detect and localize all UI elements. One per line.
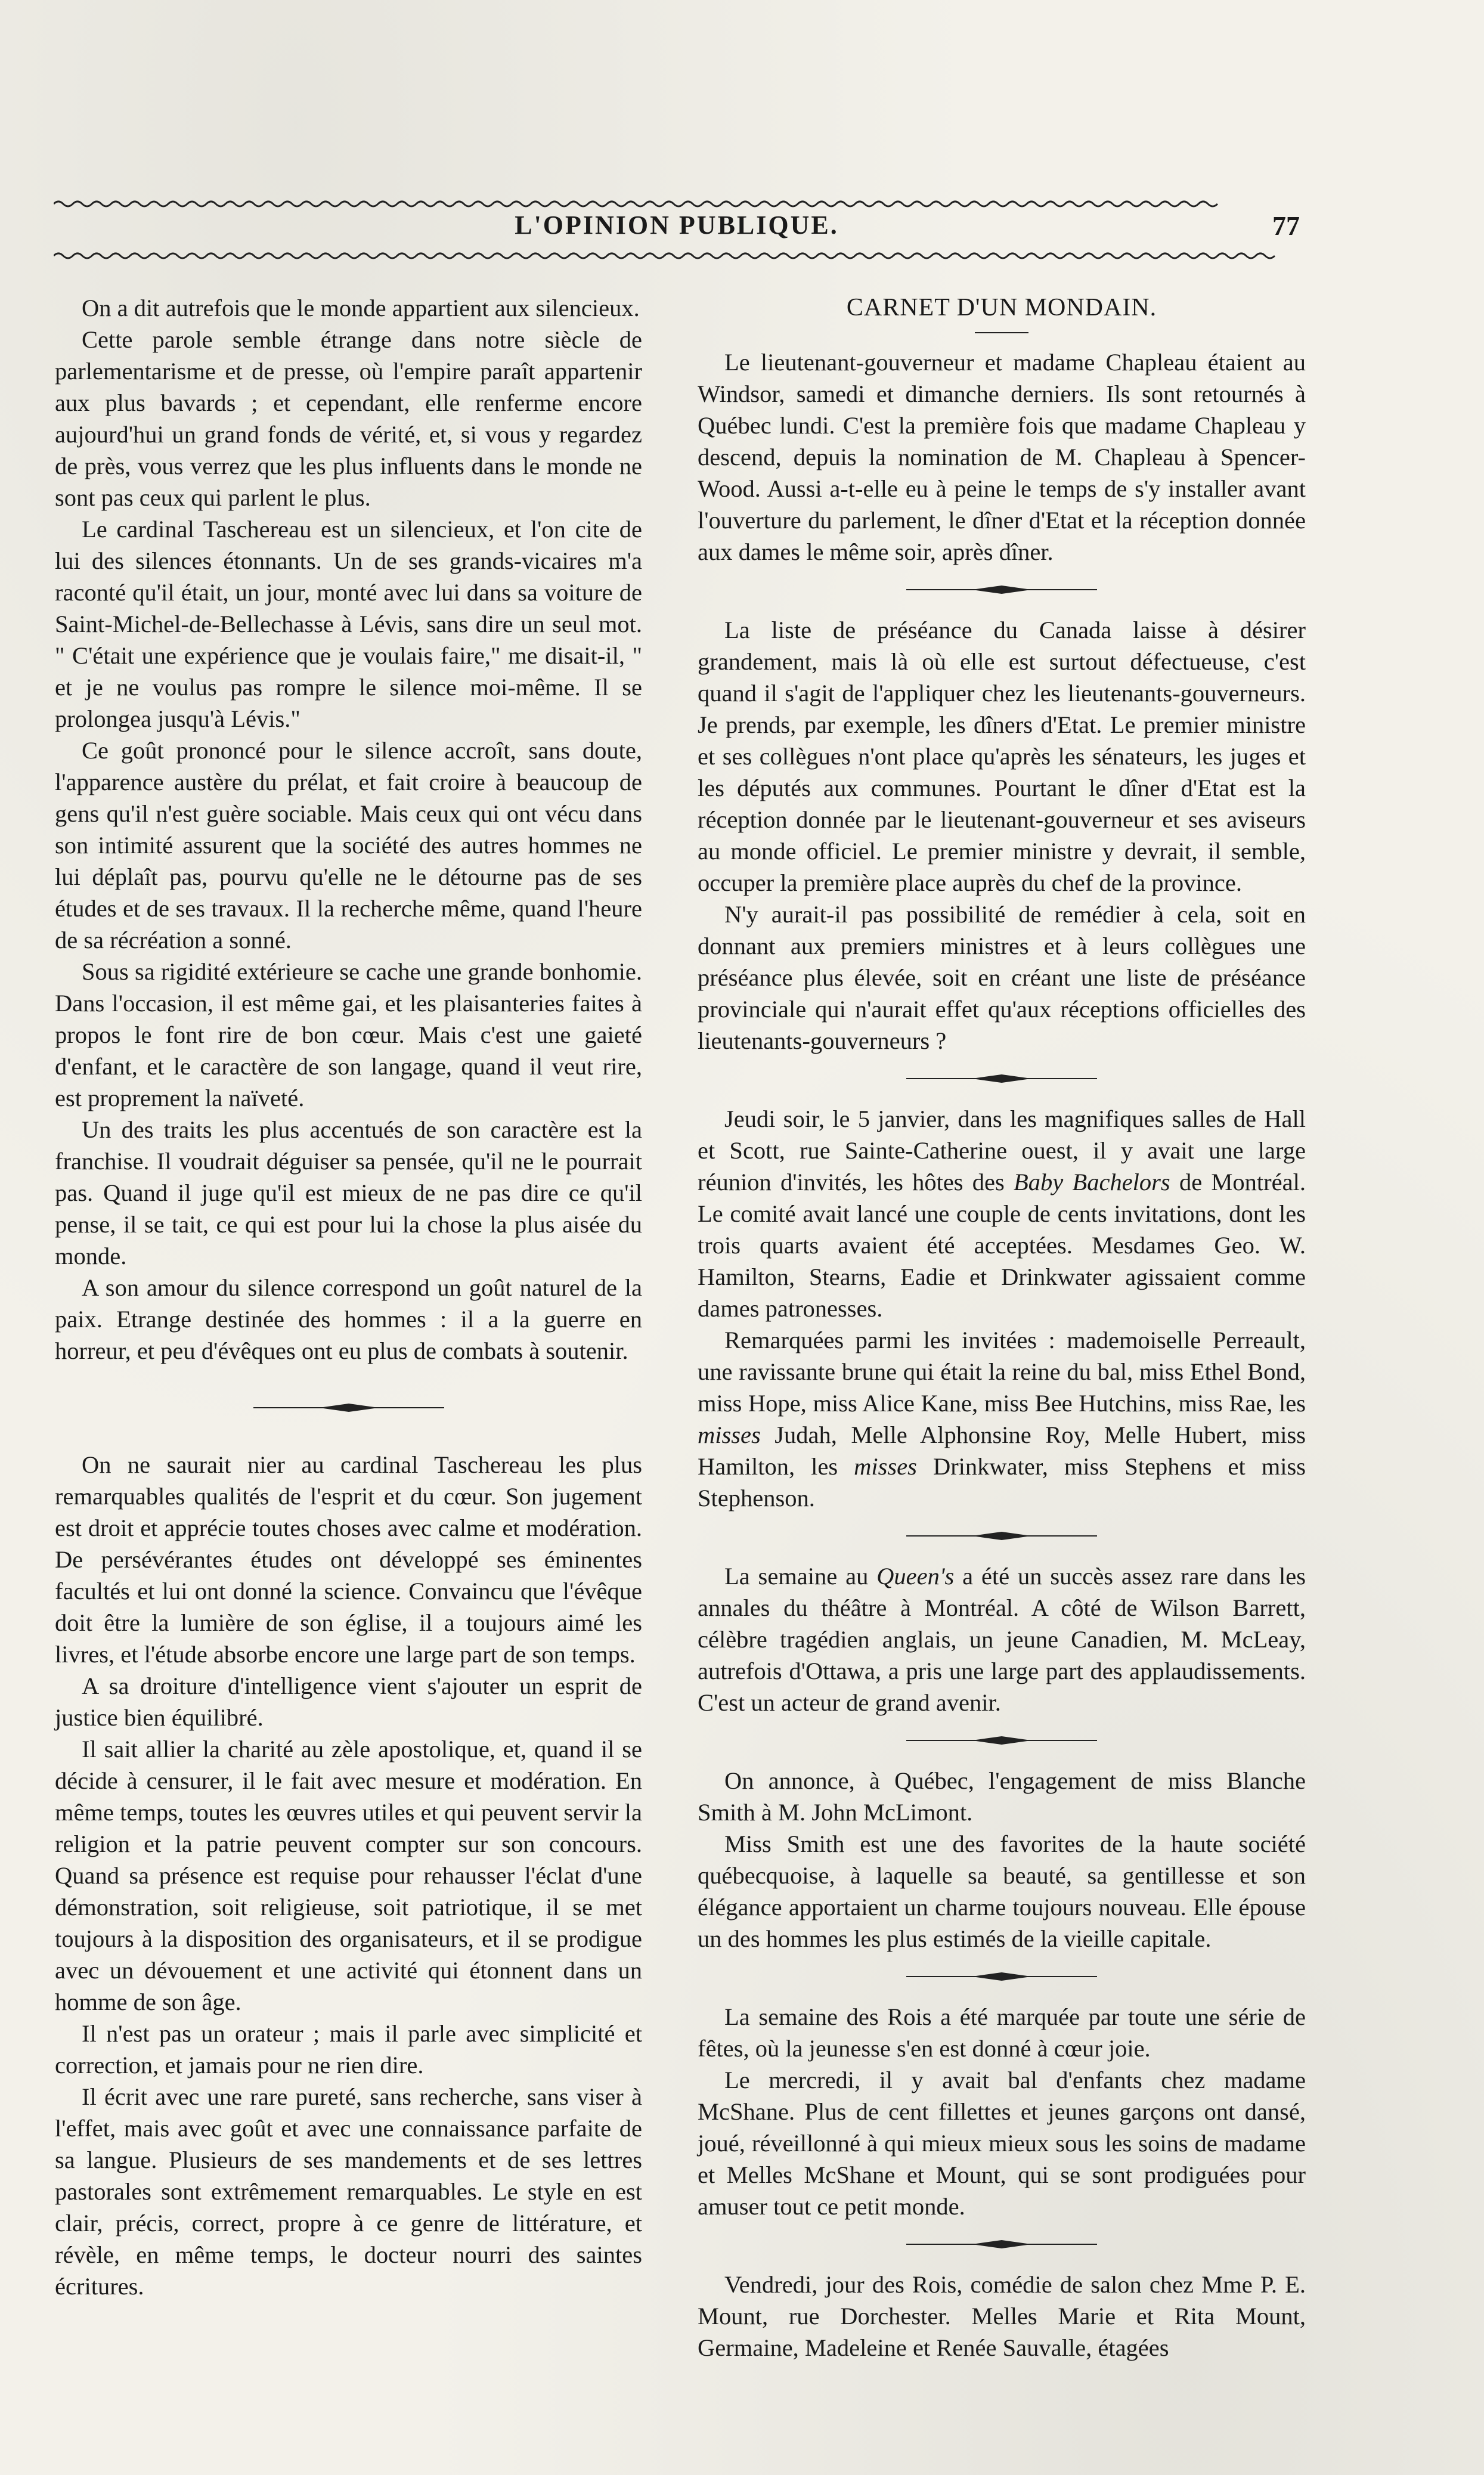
paragraph: La liste de préséance du Canada laisse à désirer grandement, mais là où elle est surtout défectueuse, c'est quand il s'agit de l'appliquer chez les lieutenants-gouverneurs. Je prends, par exemple, les dîners d'Etat. Le premier ministre et ses collègues n'ont place qu'après les sénateurs, les juges et les députés aux communes. Pourtant le dîner d'Etat est la réception donnée par le lieutenant-gouverneur et ses aviseurs au monde officiel. Le premier ministre y devrait, il semble, occuper la première place auprès du chef de la province. bbox=[698, 617, 1306, 896]
text-run: Drinkwater, miss Stephens et miss Stephenson. bbox=[698, 1453, 1306, 1511]
paragraph: Le mercredi, il y avait bal d'enfants chez madame McShane. Plus de cent fillettes et jeunes garçons ont dansé, joué, réveillonné à qui mieux mieux sous les soins de madame et Melles McShane et Mount, qui se sont prodiguées pour amuser tout ce petit monde. bbox=[698, 2067, 1306, 2220]
text-run: a été un succès assez rare dans les annales du théâtre à Montréal. A côté de Wilson Barrett, célèbre tragédien anglais, un jeune Canadien, M. McLeay, autrefois d'Ottawa, a pris une large part des applaudissements. C'est un acteur de grand avenir. bbox=[698, 1563, 1306, 1716]
section-title: CARNET D'UN MONDAIN. bbox=[846, 294, 1157, 321]
title-rule bbox=[975, 332, 1028, 333]
paragraph: On annonce, à Québec, l'engagement de miss Blanche Smith à M. John McLimont. bbox=[698, 1767, 1306, 1826]
running-title: L'OPINION PUBLIQUE. bbox=[515, 210, 839, 240]
italic-text: misses bbox=[698, 1421, 761, 1448]
bottom-wavy-rule bbox=[54, 250, 1300, 261]
text-run: de Montréal. Le comité avait lancé une couple de cents invitations, dont les trois quarts avaient été acceptées. Mesdames Geo. W. Hamilton, Stearns, Eadie et Drinkwater agissaient comme dames patronesses. bbox=[698, 1169, 1306, 1322]
left-column bbox=[55, 292, 642, 2302]
paragraph: A son amour du silence correspond un goût naturel de la paix. Etrange destinée des hommes : il a la guerre en horreur, et peu d'évêques ont eu plus de combats à soutenir. bbox=[55, 1274, 642, 1364]
italic-text: Baby Bachelors bbox=[1014, 1169, 1170, 1195]
paragraph: Le cardinal Taschereau est un silencieux, et l'on cite de lui des silences étonnants. Un de ses grands-vicaires m'a raconté qu'il était, un jour, monté avec lui dans sa voiture de Saint-Michel-de-Bellechasse à Lévis, sans dire un seul mot. " C'était une expérience que je voulais faire," me disait-il, " et je ne voulus pas rompre le silence moi-même. Il se prolongea jusqu'à Lévis." bbox=[55, 516, 642, 732]
section-divider-ornament bbox=[906, 2238, 1097, 2251]
section-divider-ornament bbox=[906, 583, 1097, 596]
paragraph: Un des traits les plus accentués de son caractère est la franchise. Il voudrait déguiser sa pensée, qu'il ne le pourrait pas. Quand il juge qu'il est mieux de ne pas dire ce qu'il pense, il se tait, ce qui est pour lui la chose la plus aisée du monde. bbox=[55, 1116, 642, 1269]
section-divider-ornament bbox=[253, 1401, 444, 1414]
top-wavy-rule bbox=[54, 199, 1300, 209]
page-number: 77 bbox=[1272, 210, 1300, 241]
italic-text: misses bbox=[854, 1453, 917, 1480]
page-header bbox=[54, 210, 1300, 252]
paragraph: La semaine des Rois a été marquée par toute une série de fêtes, où la jeunesse s'en est donné à cœur joie. bbox=[698, 2003, 1306, 2062]
text-run: Remarquées parmi les invitées : mademoiselle Perreault, une ravissante brune qui était la reine du bal, miss Ethel Bond, miss Hope, miss Alice Kane, miss Bee Hutchins, miss Rae, les bbox=[698, 1327, 1306, 1417]
text-run: Judah, Melle Alphonsine Roy, Melle Hubert, miss Hamilton, les bbox=[698, 1421, 1306, 1480]
paragraph: Vendredi, jour des Rois, comédie de salon chez Mme P. E. Mount, rue Dorchester. Melles Marie et Rita Mount, Germaine, Madeleine et Renée Sauvalle, étagées bbox=[698, 2271, 1306, 2361]
paragraph bbox=[698, 1324, 1306, 1514]
section-divider-ornament bbox=[906, 1529, 1097, 1542]
text-run: Jeudi soir, le 5 janvier, dans les magnifiques salles de Hall et Scott, rue Sainte-Catherine ouest, il y avait une large réunion d'invités, les hôtes des bbox=[698, 1105, 1306, 1195]
paragraph: Il sait allier la charité au zèle apostolique, et, quand il se décide à censurer, il le fait avec mesure et modération. En même temps, toutes les œuvres utiles et qui peuvent servir la religion et la patrie peuvent compter sur son concours. Quand sa présence est requise pour rehausser l'éclat d'une démonstration, soit religieuse, soit patriotique, il se met toujours à la disposition des organisateurs, et il se prodigue avec un dévouement et une activité qui étonnent dans un homme de son âge. bbox=[55, 1736, 642, 2015]
section-divider-ornament bbox=[906, 1970, 1097, 1983]
paragraph bbox=[698, 1560, 1306, 1718]
italic-text: Queen's bbox=[876, 1563, 955, 1590]
paragraph: Il n'est pas un orateur ; mais il parle avec simplicité et correction, et jamais pour ne rien dire. bbox=[55, 2020, 642, 2078]
paragraph: Sous sa rigidité extérieure se cache une grande bonhomie. Dans l'occasion, il est même gai, et les plaisanteries faites à propos le font rire de bon cœur. Mais c'est une gaieté d'enfant, et le caractère de son langage, quand il veut rire, est proprement la naïveté. bbox=[55, 958, 642, 1111]
paragraph: Le lieutenant-gouverneur et madame Chapleau étaient au Windsor, samedi et dimanche derniers. Ils sont retournés à Québec lundi. C'est la première fois que madame Chapleau y descend, depuis la nomination de M. Chapleau à Spencer-Wood. Aussi a-t-elle eu à peine le temps de s'y installer avant l'ouverture du parlement, le dîner d'Etat et la réception donnée aux dames le même soir, après dîner. bbox=[698, 349, 1306, 565]
paragraph: Miss Smith est une des favorites de la haute société québecquoise, à laquelle sa beauté, sa gentillesse et son élégance apportaient un charme toujours nouveau. Elle épouse un des hommes les plus estimés de la vieille capitale. bbox=[698, 1830, 1306, 1952]
section-divider-ornament bbox=[906, 1072, 1097, 1085]
paragraph: Ce goût prononcé pour le silence accroît, sans doute, l'apparence austère du prélat, et fait croire à beaucoup de gens qu'il n'est guère sociable. Mais ceux qui ont vécu dans son intimité assurent que la société des autres hommes ne lui déplaît pas, pourvu qu'elle ne le détourne pas de ses études et de ses travaux. Il la recherche même, quand l'heure de sa récréation a sonné. bbox=[55, 737, 642, 953]
paragraph: Il écrit avec une rare pureté, sans recherche, sans viser à l'effet, mais avec goût et avec une connaissance parfaite de sa langue. Plusieurs de ses mandements et de ses lettres pastorales sont extrêmement remarquables. Le style en est clair, précis, correct, propre à ce genre de littérature, et révèle, en même temps, le docteur nourri des saintes écritures. bbox=[55, 2083, 642, 2300]
text-run: La semaine au bbox=[724, 1563, 877, 1590]
paragraph bbox=[698, 1103, 1306, 1324]
paragraph: Cette parole semble étrange dans notre siècle de parlementarisme et de presse, où l'empire paraît appartenir aux plus bavards ; et cependant, elle renferme encore aujourd'hui un grand fonds de vérité, et, si vous y regardez de près, vous verrez que les plus influents dans le monde ne sont pas ceux qui parlent le plus. bbox=[55, 326, 642, 511]
paragraph: A sa droiture d'intelligence vient s'ajouter un esprit de justice bien équilibré. bbox=[55, 1672, 642, 1731]
paragraph: On a dit autrefois que le monde appartient aux silencieux. bbox=[82, 295, 640, 321]
paragraph: On ne saurait nier au cardinal Taschereau les plus remarquables qualités de l'esprit et du cœur. Son jugement est droit et apprécie toutes choses avec calme et modération. De persévérantes études ont développé ses éminentes facultés et lui ont donné la science. Convaincu que l'évêque doit être la lumière de son église, il a toujours aimé les livres, et l'étude absorbe encore une large part de son temps. bbox=[55, 1451, 642, 1668]
right-column bbox=[698, 292, 1306, 2364]
section-divider-ornament bbox=[906, 1734, 1097, 1747]
paragraph: N'y aurait-il pas possibilité de remédier à cela, soit en donnant aux premiers ministres et à leurs collègues une préséance plus élevée, soit en créant une liste de préséance provinciale qui n'aurait effet qu'aux réceptions officielles des lieutenants-gouverneurs ? bbox=[698, 901, 1306, 1054]
